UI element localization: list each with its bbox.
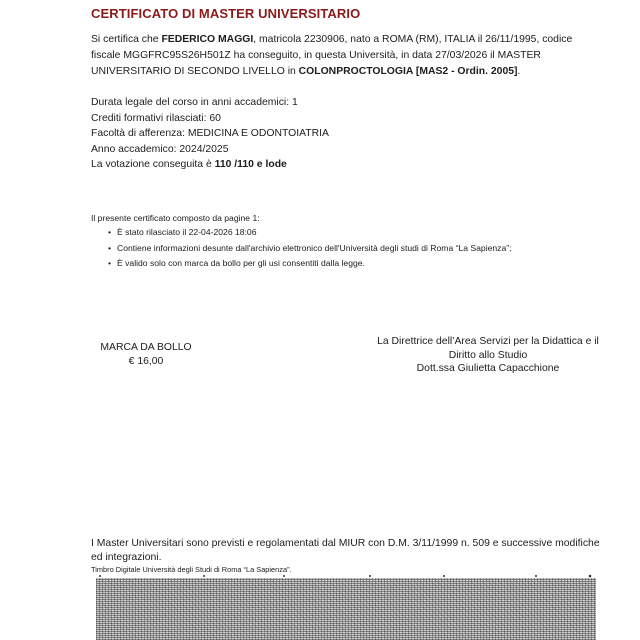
intro-text-2: , matricola 2230906, nato a ROMA (RM), ITALIA il 26/11/1995, codice fiscale MGGFRC95S26H501Z ha conseguito, in questa Università, in data 27/03/2026 il MASTER UNIVERSITARIO DI SECONDO LIVELLO in	[91, 34, 573, 77]
course-faculty: Facoltà di afferenza: MEDICINA E ODONTOIATRIA	[91, 128, 329, 140]
course-details	[91, 95, 329, 173]
certificate-title: CERTIFICATO DI MASTER UNIVERSITARIO	[91, 6, 361, 21]
digital-seal-caption: Timbro Digitale Università degli Studi di Roma “La Sapienza”.	[91, 565, 292, 574]
academic-year: Anno accademico: 2024/2025	[91, 143, 229, 155]
revenue-stamp-box	[92, 341, 200, 369]
course-name: COLONPROCTOLOGIA [MAS2 - Ordin. 2005]	[298, 66, 518, 77]
signatory-title-line-1: La Direttrice dell’Area Servizi per la Didattica e il	[377, 336, 599, 347]
intro-text-3: .	[517, 66, 521, 77]
legal-notice: I Master Universitari sono previsti e regolamentati dal MIUR con D.M. 3/11/1999 n. 509 e successive modifiche ed integrazioni.	[91, 538, 600, 563]
grade-label: La votazione conseguita è	[91, 159, 215, 171]
grade-value: 110 /110 e lode	[214, 159, 287, 171]
digital-seal-barcode	[96, 578, 596, 640]
notes-list	[91, 226, 571, 269]
signatory-block	[372, 335, 604, 376]
list-item: • Contiene informazioni desunte dall'archivio elettronico dell'Università degli studi di Roma “La Sapienza”;	[108, 242, 571, 254]
intro-text-1: Si certifica che	[91, 34, 162, 45]
stamp-amount: € 16,00	[128, 356, 164, 367]
course-duration: Durata legale del corso in anni accademici: 1	[91, 97, 298, 108]
course-credits: Crediti formativi rilasciati: 60	[91, 112, 221, 124]
list-item: • È valido solo con marca da bollo per gli usi consentiti dalla legge.	[108, 257, 571, 269]
notes-heading: Il presente certificato composto da pagine 1:	[91, 213, 260, 223]
signatory-name: Dott.ssa Giulietta Capacchione	[416, 363, 560, 374]
list-item: • È stato rilasciato il 22-04-2026 18:06	[108, 226, 571, 238]
certificate-notes	[91, 212, 571, 273]
certification-statement	[91, 32, 591, 80]
stamp-label: MARCA DA BOLLO	[100, 342, 192, 353]
signatory-title-line-2: Diritto allo Studio	[448, 349, 528, 361]
graduate-name: FEDERICO MAGGI	[161, 34, 254, 45]
final-grade	[91, 157, 329, 173]
